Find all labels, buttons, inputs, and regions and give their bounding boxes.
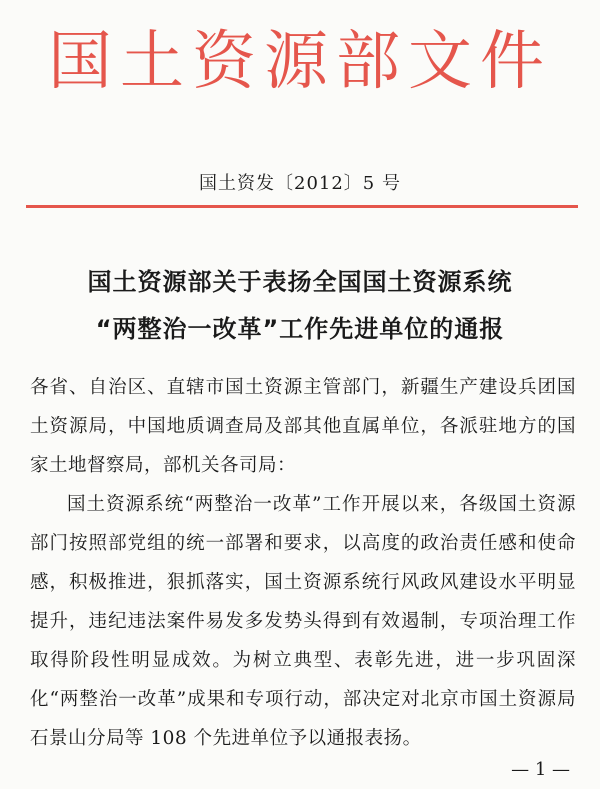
document-header-title: 国土资源部文件 — [48, 25, 552, 99]
notice-title-line-1: 国土资源部关于表扬全国国土资源系统 — [87, 268, 513, 296]
salutation-paragraph: 各省、自治区、直辖市国土资源主管部门，新疆生产建设兵团国土资源局，中国地质调查局及部其他直属单位，各派驻地方的国家土地督察局，部机关各司局： — [30, 377, 576, 476]
document-number: 国土资发〔2012〕5 号 — [199, 173, 401, 194]
page-number: — 1 — — [511, 759, 570, 780]
notice-title-line-2: “两整治一改革”工作先进单位的通报 — [95, 315, 505, 343]
body-paragraph-1: 国土资源系统“两整治一改革”工作开展以来，各级国土资源部门按照部党组的统一部署和要求，以高度的政治责任感和使命感，积极推进，狠抓落实，国土资源系统行风政风建设水平明显提升，违纪违法案件易发多发势头得到有效遏制，专项治理工作取得阶段性明显成效。为树立典型、表彰先进，进一步巩固深化“两整治一改革”成果和专项行动，部决定对北京市国土资源局石景山分局等 108 个先进单位予以通报表扬。 — [30, 494, 576, 749]
red-divider-line — [26, 205, 578, 208]
